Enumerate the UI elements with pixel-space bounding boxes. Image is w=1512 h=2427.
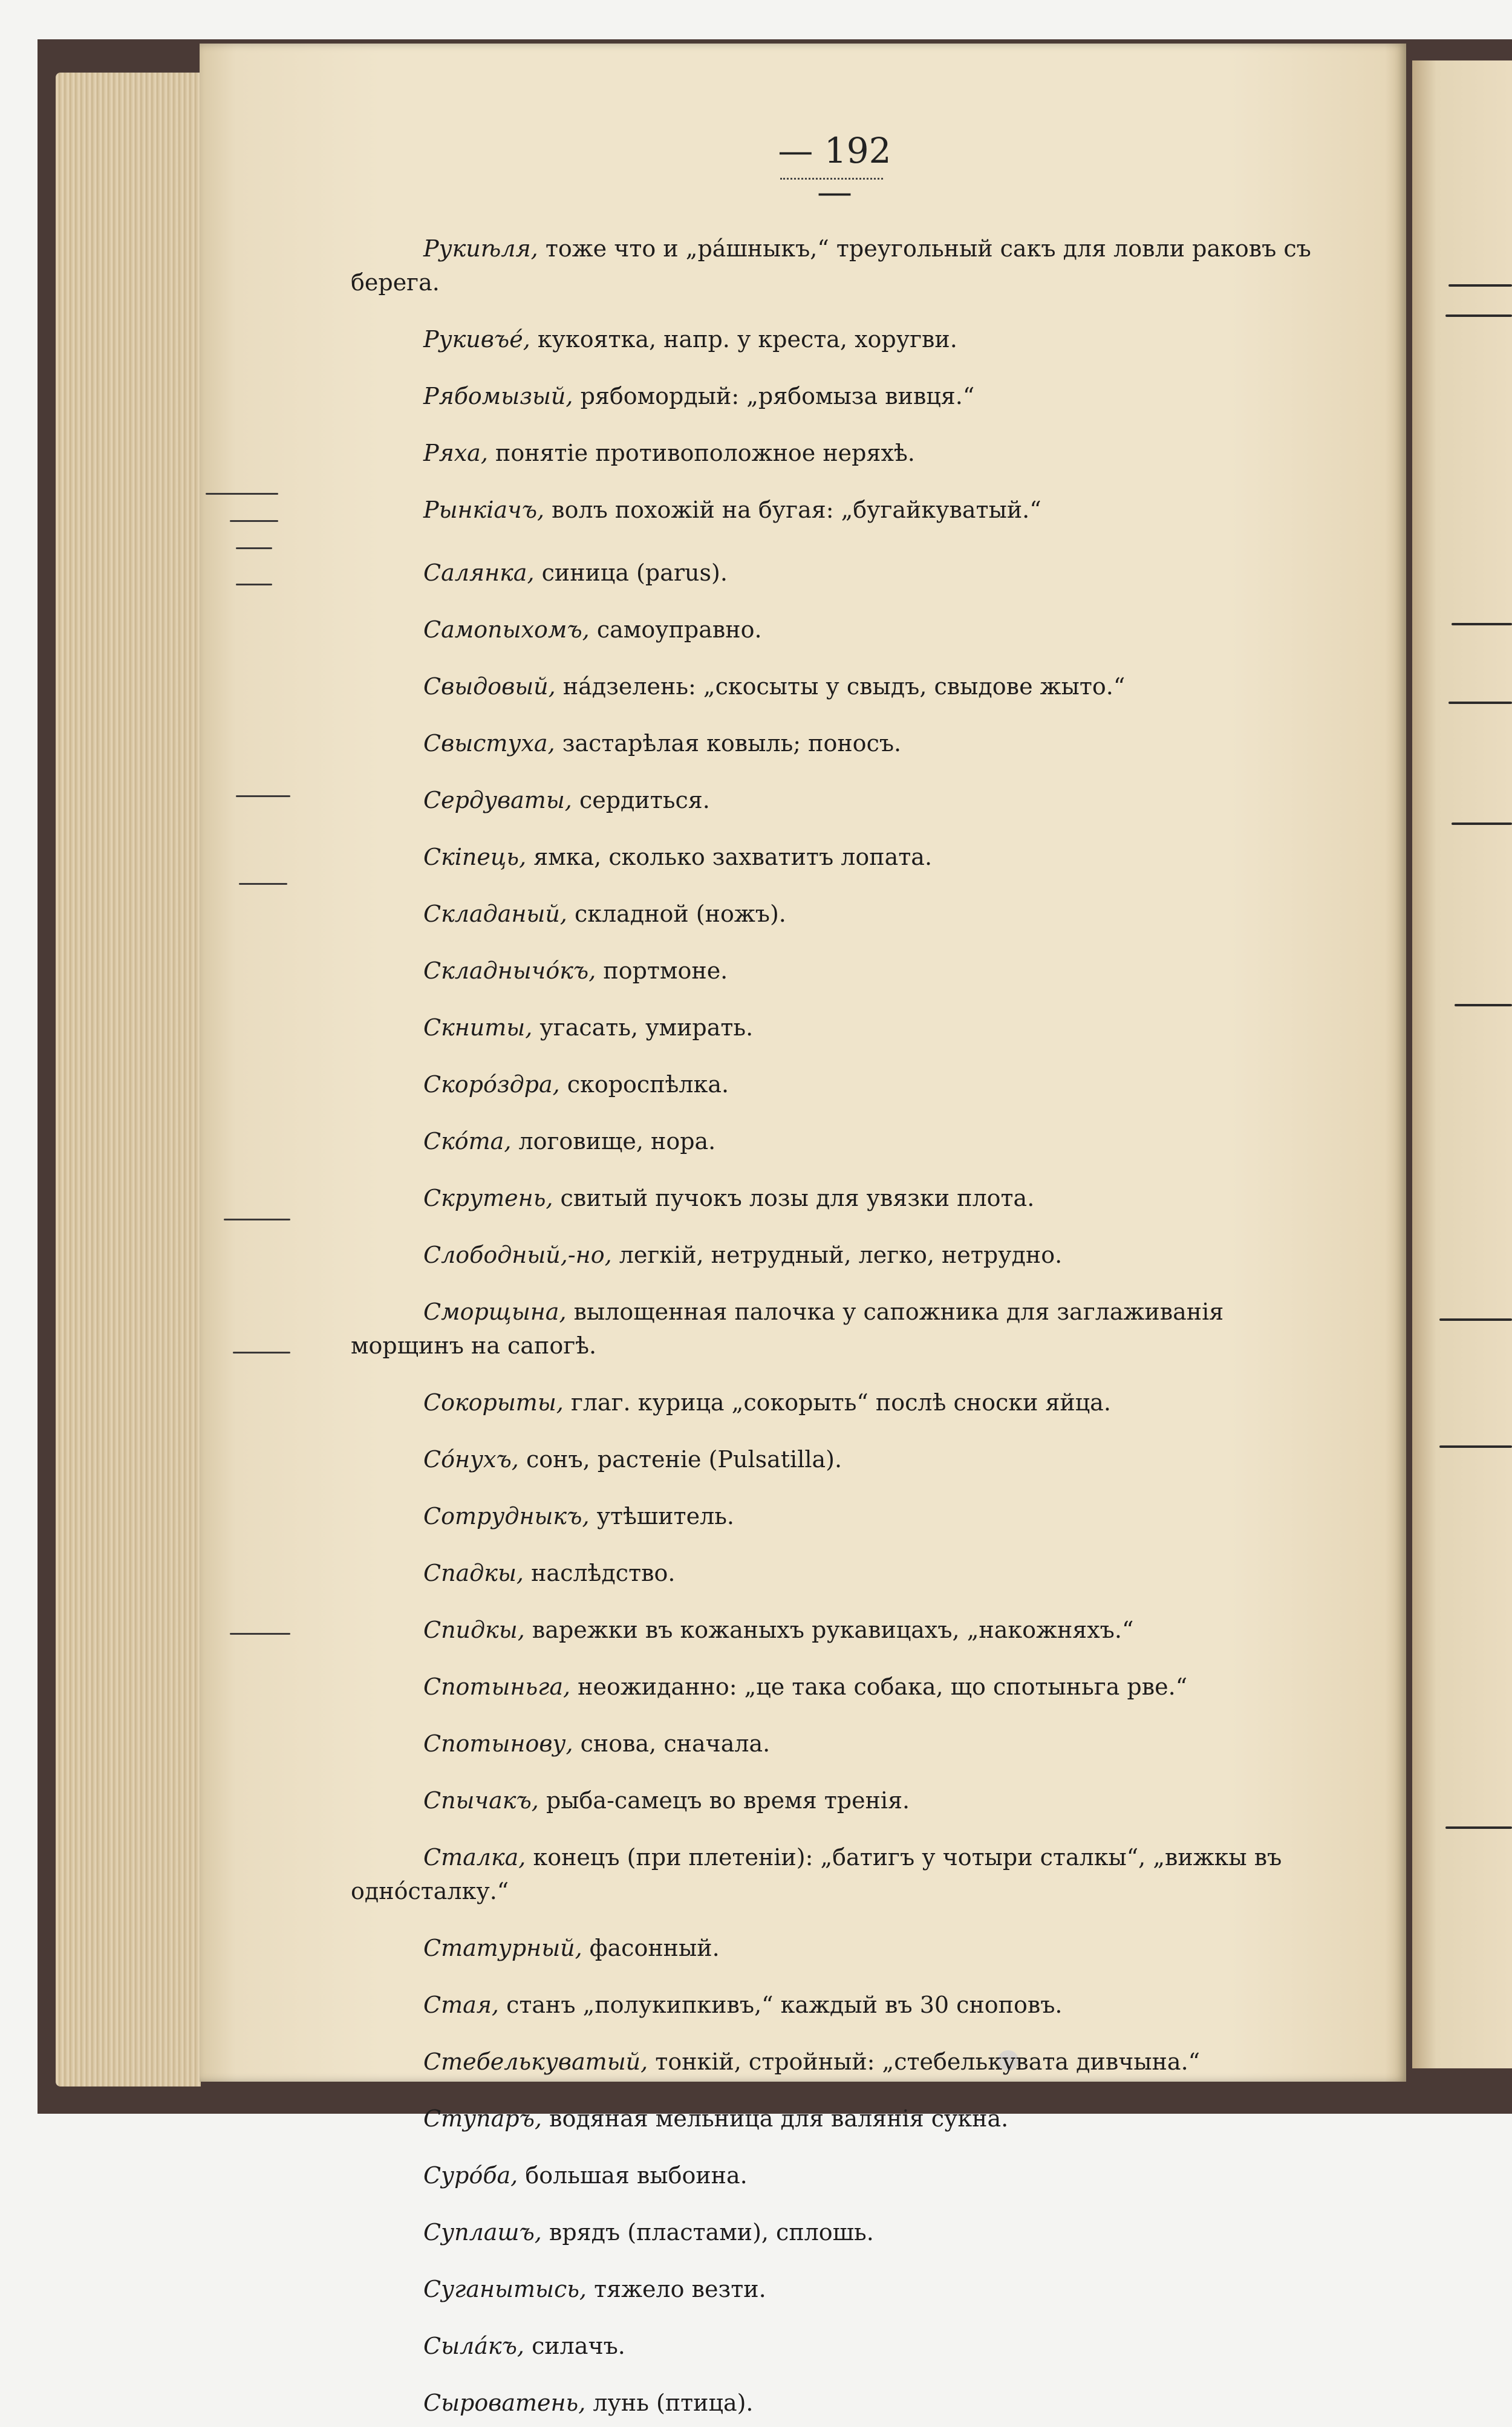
entry-headword: Сыроватень,: [423, 2390, 586, 2416]
entry-headword: Складнычо́къ,: [423, 957, 596, 984]
dictionary-entry: [351, 1124, 1318, 1158]
entry-headword: Скрутень,: [423, 1185, 553, 1211]
entry-definition: волъ похожій на бугая: „бугайкуватый.“: [544, 497, 1041, 523]
entry-headword: Свыдовый,: [423, 673, 556, 700]
dictionary-entry: [351, 1442, 1318, 1476]
entry-definition: синица (parus).: [534, 559, 728, 586]
dictionary-entry: [351, 2329, 1318, 2363]
entry-definition: большая выбоина.: [518, 2162, 748, 2189]
entry-headword: Суплашъ,: [423, 2219, 542, 2246]
dictionary-entry: [351, 726, 1318, 760]
margin-mark: [1445, 1826, 1512, 1829]
entry-definition: водяная мельница для валянія сукна.: [542, 2105, 1009, 2132]
entry-definition: наслѣдство.: [524, 1560, 676, 1586]
entry-headword: Ско́та,: [423, 1128, 512, 1155]
entry-headword: Сталка,: [423, 1844, 526, 1871]
pencil-mark: [233, 1352, 290, 1354]
entry-definition: понятіе противоположное неряхѣ.: [487, 440, 915, 466]
adjacent-page: [1412, 60, 1512, 2068]
entry-headword: Скоро́здра,: [423, 1071, 560, 1098]
entry-definition: сердиться.: [572, 787, 710, 813]
entry-definition: тяжело везти.: [587, 2276, 766, 2302]
entry-definition: вылощенная палочка у сапожника для заглаживанія морщинъ на сапогѣ.: [351, 1298, 1224, 1359]
entry-headword: Скниты,: [423, 1014, 533, 1041]
pencil-mark: [230, 520, 278, 522]
pencil-mark: [236, 547, 272, 549]
dictionary-entry: [351, 2272, 1318, 2306]
dictionary-entry: [351, 783, 1318, 817]
dictionary-entry: [351, 493, 1318, 527]
dictionary-entry: [351, 1181, 1318, 1215]
pencil-mark: [236, 795, 290, 797]
page-edges: [56, 73, 201, 2087]
entry-headword: Спидкы,: [423, 1617, 525, 1643]
pencil-mark: [224, 1219, 290, 1220]
dictionary-entry: [351, 2158, 1318, 2192]
entry-headword: Суро́ба,: [423, 2162, 518, 2189]
dictionary-entry: [351, 840, 1318, 874]
entry-headword: Самопыхомъ,: [423, 616, 590, 643]
dictionary-entry: [351, 669, 1318, 703]
dictionary-entry: [351, 1840, 1318, 1908]
dictionary-entry: [351, 1295, 1318, 1363]
entry-headword: Сморщына,: [423, 1298, 567, 1325]
entry-headword: Слободный,-но,: [423, 1242, 612, 1268]
dictionary-entry: [351, 436, 1318, 470]
dictionary-entry: [351, 1011, 1318, 1044]
dictionary-entry: [351, 1238, 1318, 1272]
entry-headword: Сердуваты,: [423, 787, 572, 813]
entry-definition: свитый пучокъ лозы для увязки плота.: [553, 1185, 1035, 1211]
entry-headword: Сыла́къ,: [423, 2333, 524, 2359]
entry-headword: Рукивъе́,: [423, 326, 530, 353]
pencil-mark: [239, 883, 287, 885]
dictionary-entry: [351, 1784, 1318, 1817]
entry-definition: складной (ножъ).: [567, 901, 786, 927]
entry-definition: неожиданно: „це така собака, що спотыньга рве.“: [570, 1673, 1188, 1700]
dictionary-entry: [351, 2045, 1318, 2079]
entry-headword: Ступаръ,: [423, 2105, 543, 2132]
pencil-mark: [206, 493, 278, 495]
entry-definition: на́дзелень: „скосыты у свыдъ, свыдове жыто.“: [555, 673, 1126, 700]
entry-headword: Скіпець,: [423, 844, 527, 870]
entry-definition: угасать, умирать.: [532, 1014, 754, 1041]
dictionary-entry: [351, 1613, 1318, 1647]
dictionary-entry: [351, 954, 1318, 988]
margin-mark: [1455, 1004, 1512, 1006]
dictionary-entries: [351, 209, 1318, 2427]
dictionary-entry: [351, 2215, 1318, 2249]
dictionary-entry: [351, 1670, 1318, 1704]
pencil-mark: [236, 584, 272, 585]
margin-mark: [1439, 1445, 1512, 1448]
dictionary-entry: [351, 1931, 1318, 1965]
entry-definition: тоже что и „ра́шныкъ,“ треугольный сакъ для ловли раковъ съ берега.: [351, 235, 1311, 296]
entry-headword: Суганытысь,: [423, 2276, 587, 2302]
entry-headword: Салянка,: [423, 559, 535, 586]
entry-headword: Стая,: [423, 1992, 500, 2018]
entry-definition: снова, сначала.: [573, 1730, 771, 1757]
entry-headword: Рынкіачъ,: [423, 497, 545, 523]
margin-mark: [1445, 314, 1512, 317]
entry-definition: глаг. курица „сокорыть“ послѣ сноски яйца.: [563, 1389, 1111, 1416]
entry-definition: конецъ (при плетеніи): „батигъ у чотыри сталкы“, „вижкы въ одно́сталку.“: [351, 1844, 1282, 1904]
margin-mark: [1452, 823, 1512, 825]
entry-headword: Спотыньга,: [423, 1673, 571, 1700]
pencil-mark: [230, 1633, 290, 1635]
dictionary-entry: [351, 556, 1318, 590]
dictionary-entry: [351, 1988, 1318, 2022]
dictionary-entry: [351, 1727, 1318, 1761]
dictionary-entry: [351, 1386, 1318, 1419]
entry-headword: Сокорыты,: [423, 1389, 564, 1416]
entry-definition: рябомордый: „рябомыза вивця.“: [573, 383, 975, 409]
entry-definition: лунь (птица).: [585, 2390, 754, 2416]
entry-definition: портмоне.: [596, 957, 728, 984]
entry-headword: Сотрудныкъ,: [423, 1503, 590, 1529]
entry-headword: Статурный,: [423, 1935, 582, 1961]
entry-definition: логовище, нора.: [511, 1128, 716, 1155]
entry-headword: Свыстуха,: [423, 730, 555, 757]
entry-definition: кукоятка, напр. у креста, хоругви.: [530, 326, 957, 353]
margin-mark: [1448, 702, 1512, 704]
margin-mark: [1448, 284, 1512, 287]
entry-definition: ямка, сколько захватитъ лопата.: [526, 844, 933, 870]
dictionary-entry: [351, 897, 1318, 931]
entry-headword: Складаный,: [423, 901, 567, 927]
entry-definition: сонъ, растеніе (Pulsatilla).: [518, 1446, 842, 1473]
dictionary-entry: [351, 1499, 1318, 1533]
entry-definition: варежки въ кожаныхъ рукавицахъ, „накожняхъ.“: [524, 1617, 1134, 1643]
dictionary-entry: [351, 613, 1318, 647]
page-number: — 192 —: [778, 130, 891, 212]
dictionary-entry: [351, 322, 1318, 356]
entry-definition: самоуправно.: [589, 616, 762, 643]
entry-headword: Рукиѣля,: [423, 235, 538, 262]
entry-definition: тонкій, стройный: „стебелькувата дивчына.“: [648, 2048, 1201, 2075]
entry-headword: Спадкы,: [423, 1560, 524, 1586]
page-number-underline: [780, 177, 883, 180]
entry-definition: утѣшитель.: [589, 1503, 734, 1529]
entry-headword: Ряха,: [423, 440, 488, 466]
entry-definition: врядъ (пластами), сплошь.: [541, 2219, 874, 2246]
entry-headword: Рябомызый,: [423, 383, 573, 409]
entry-definition: застарѣлая ковыль; поносъ.: [555, 730, 902, 757]
entry-definition: станъ „полукипкивъ,“ каждый въ 30 сноповъ.: [499, 1992, 1063, 2018]
dictionary-entry: [351, 2102, 1318, 2135]
dictionary-entry: [351, 2386, 1318, 2420]
entry-headword: Со́нухъ,: [423, 1446, 519, 1473]
dictionary-entry: [351, 232, 1318, 299]
dictionary-entry: [351, 379, 1318, 413]
margin-mark: [1452, 623, 1512, 625]
entry-headword: Спотынову,: [423, 1730, 573, 1757]
dictionary-entry: [351, 1067, 1318, 1101]
margin-mark: [1439, 1318, 1512, 1321]
entry-headword: Спычакъ,: [423, 1787, 539, 1814]
entry-definition: рыба-самецъ во время тренія.: [538, 1787, 910, 1814]
dictionary-entry: [351, 1556, 1318, 1590]
entry-definition: легкій, нетрудный, легко, нетрудно.: [611, 1242, 1063, 1268]
entry-definition: скороспѣлка.: [559, 1071, 729, 1098]
entry-definition: силачъ.: [524, 2333, 625, 2359]
entry-definition: фасонный.: [582, 1935, 720, 1961]
entry-headword: Стебелькуватый,: [423, 2048, 648, 2075]
